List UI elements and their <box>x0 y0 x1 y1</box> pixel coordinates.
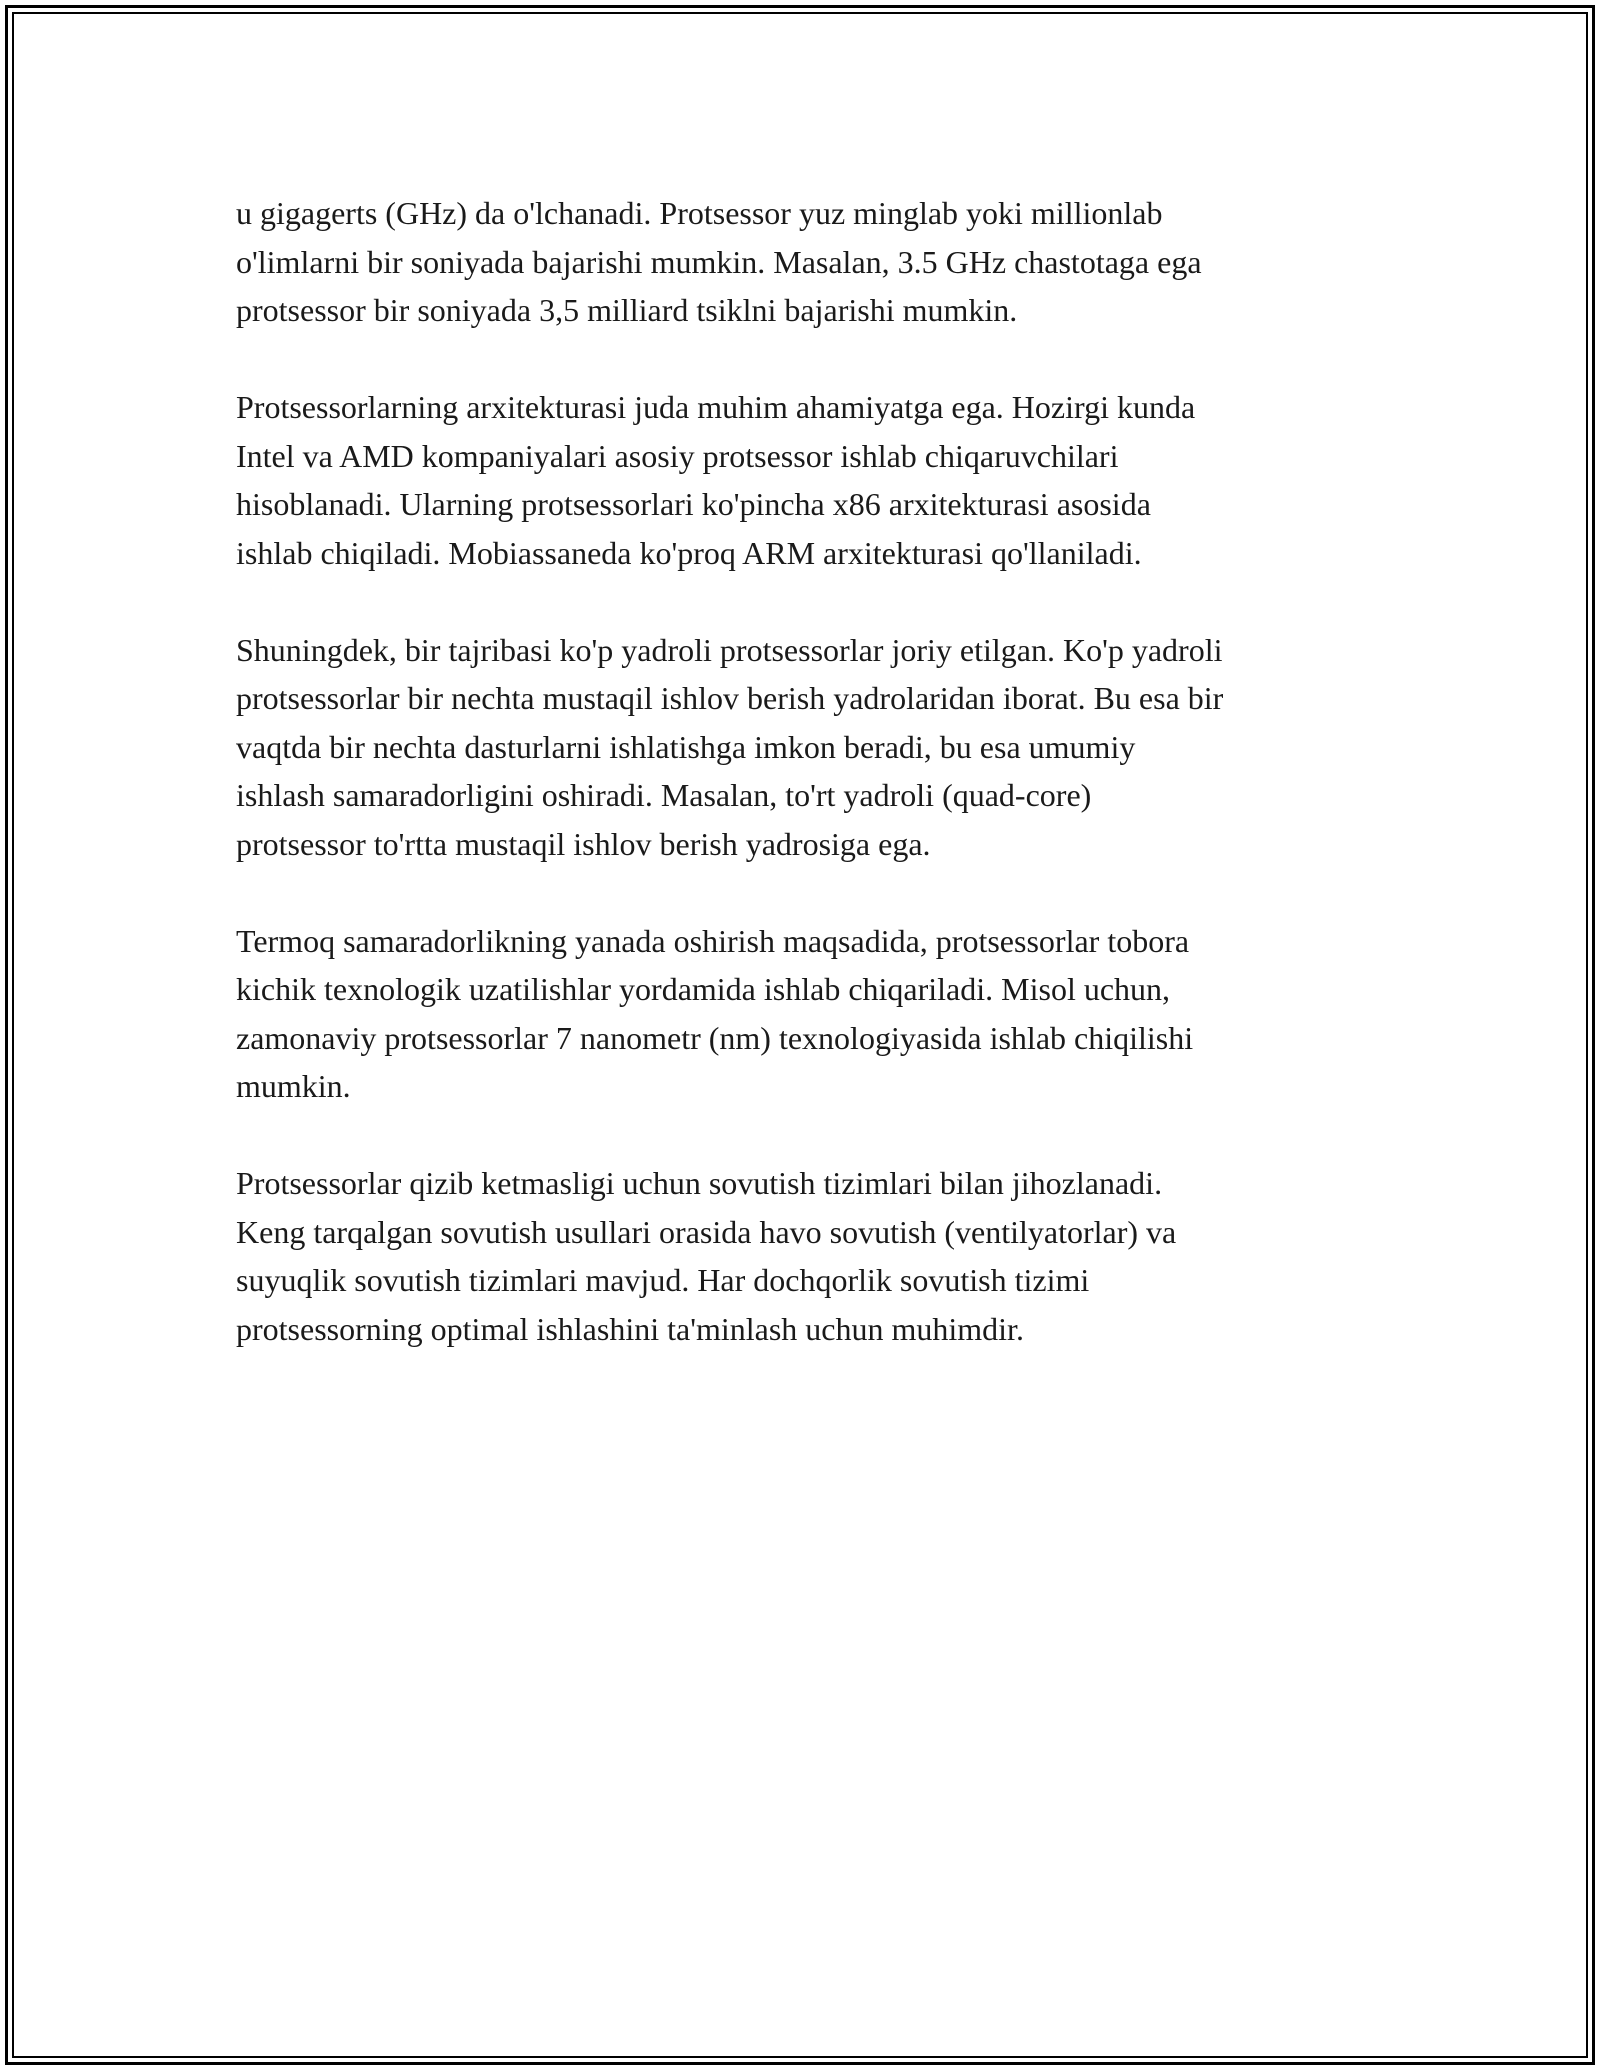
text-line: Protsessorlar qizib ketmasligi uchun sovutish tizimlari bilan jihozlanadi. <box>236 1165 1163 1201</box>
text-line: ishlash samaradorligini oshiradi. Masalan, to'rt yadroli (quad-core) <box>236 777 1092 813</box>
paragraph-cooling <box>236 1159 1376 1353</box>
text-line: protsessorlar bir nechta mustaqil ishlov berish yadrolaridan iborat. Bu esa bir <box>236 680 1224 716</box>
text-line: kichik texnologik uzatilishlar yordamida ishlab chiqariladi. Misol uchun, <box>236 971 1171 1007</box>
text-line: hisoblanadi. Ularning protsessorlari ko'pincha x86 arxitekturasi asosida <box>236 486 1151 522</box>
text-line: Keng tarqalgan sovutish usullari orasida havo sovutish (ventilyatorlar) va <box>236 1213 1177 1250</box>
text-line: mumkin. <box>236 1068 351 1104</box>
paragraph-architecture <box>236 383 1376 577</box>
text-line: Shuningdek, bir tajribasi ko'p yadroli protsessorlar joriy etilgan. Ko'p yadroli <box>236 631 1223 668</box>
text-line: ishlab chiqiladi. Mobiassaneda ko'proq ARM arxitekturasi qo'llaniladi. <box>236 534 1142 571</box>
text-line: Intel va AMD kompaniyalari asosiy protsessor ishlab chiqaruvchilari <box>236 437 1119 474</box>
paragraph-clock-speed <box>236 189 1376 335</box>
document-body <box>236 189 1376 1402</box>
text-line: o'limlarni bir soniyada bajarishi mumkin. Masalan, 3.5 GHz chastotaga ega <box>236 243 1202 280</box>
text-line: protsessor bir soniyada 3,5 milliard tsiklni bajarishi mumkin. <box>236 292 1018 328</box>
paragraph-multicore <box>236 626 1376 869</box>
text-line: zamonaviy protsessorlar 7 nanometr (nm) texnologiyasida ishlab chiqilishi <box>236 1019 1194 1056</box>
text-line: vaqtda bir nechta dasturlarni ishlatishga imkon beradi, bu esa umumiy <box>236 728 1136 765</box>
text-line: suyuqlik sovutish tizimlari mavjud. Har dochqorlik sovutish tizimi <box>236 1262 1090 1298</box>
text-line: protsessorning optimal ishlashini ta'minlash uchun muhimdir. <box>236 1310 1024 1347</box>
paragraph-process-technology <box>236 917 1376 1111</box>
text-line: protsessor to'rtta mustaqil ishlov berish yadrosiga ega. <box>236 825 931 862</box>
text-line: Protsessorlarning arxitekturasi juda muhim ahamiyatga ega. Hozirgi kunda <box>236 389 1196 425</box>
text-line: u gigagerts (GHz) da o'lchanadi. Protsessor yuz minglab yoki millionlab <box>236 195 1163 231</box>
text-line: Termoq samaradorlikning yanada oshirish maqsadida, protsessorlar tobora <box>236 922 1190 959</box>
